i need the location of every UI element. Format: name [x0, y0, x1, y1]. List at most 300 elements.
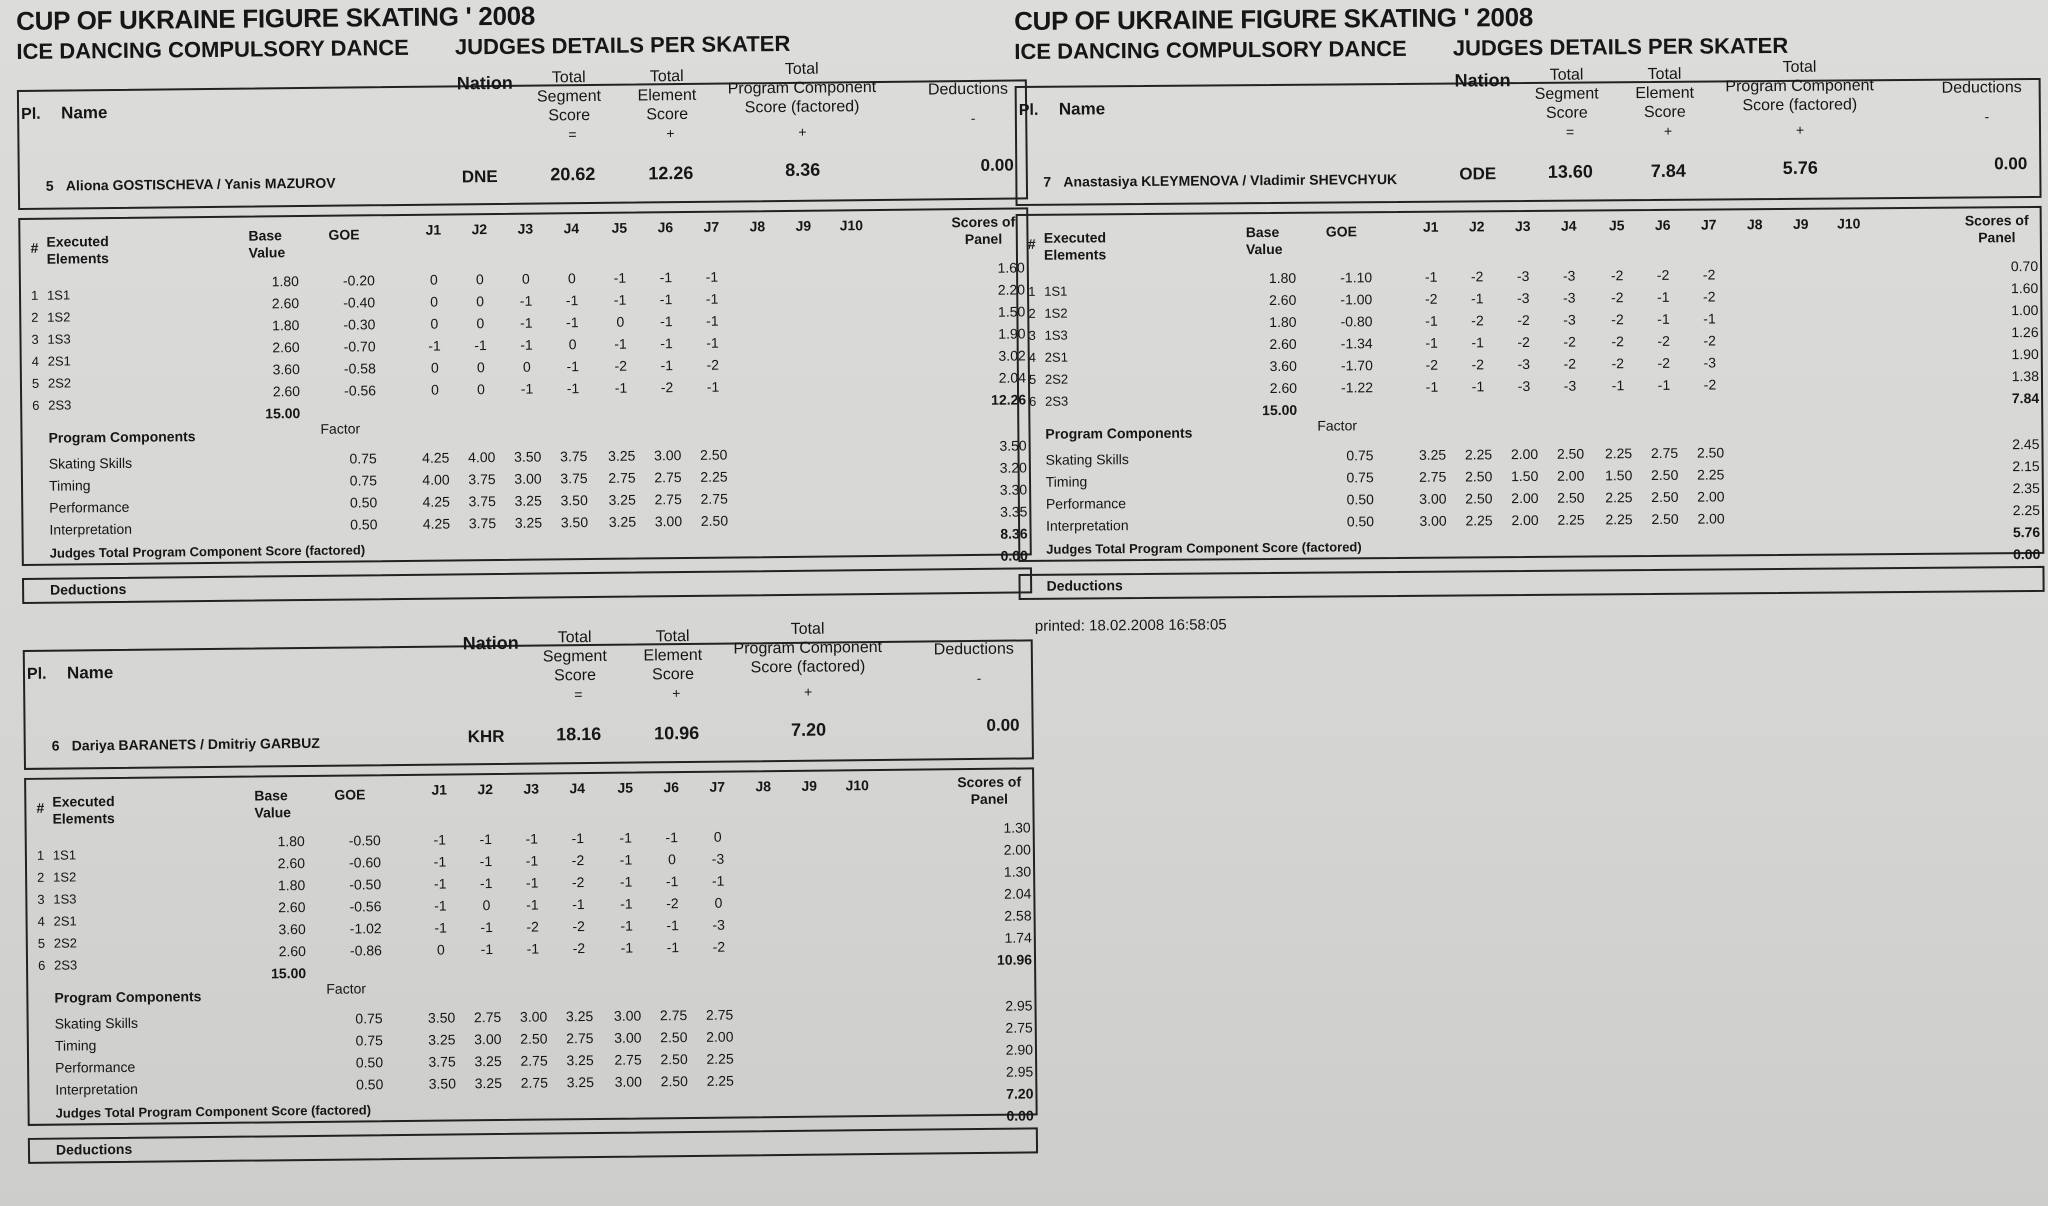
judge-component-mark: 2.50	[700, 446, 728, 463]
judge-component-mark: 3.50	[427, 1009, 456, 1026]
judge-goe-mark: -2	[1657, 332, 1670, 349]
base-value-label: Base Value	[248, 227, 286, 261]
judge-header-j5: J5	[611, 219, 628, 236]
element-panel-score: 1.50	[997, 303, 1026, 320]
judge-component-mark: 3.00	[654, 513, 683, 530]
judge-goe-mark: -3	[1516, 267, 1530, 285]
judge-goe-mark: -1	[666, 917, 679, 934]
element-goe: -1.34	[1340, 335, 1373, 352]
judge-goe-mark: -1	[1424, 268, 1438, 285]
judge-goe-mark: -2	[712, 938, 726, 955]
deductions-value: 0.00	[980, 155, 1014, 175]
total-element-score: 7.84	[1650, 160, 1686, 182]
judge-component-mark: 2.50	[660, 1029, 688, 1046]
page-title: CUP OF UKRAINE FIGURE SKATING ' 2008	[1014, 1, 1534, 36]
judge-goe-mark: -1	[619, 851, 633, 868]
element-panel-score: 2.58	[1004, 907, 1032, 924]
skater-name: Dariya BARANETS / Dmitriy GARBUZ	[71, 734, 320, 754]
hash-label: #	[36, 799, 45, 816]
judge-component-mark: 3.25	[474, 1052, 502, 1070]
judge-header-j9: J9	[801, 777, 818, 794]
element-number: 3	[31, 331, 39, 347]
pl-label: Pl.	[26, 665, 47, 683]
judge-goe-mark: -3	[1517, 377, 1531, 395]
element-panel-score: 1.38	[2011, 367, 2040, 385]
judge-goe-mark: -2	[1517, 311, 1530, 329]
judges-total-pcs-label: Judges Total Program Component Score (factored)	[55, 1102, 372, 1121]
base-value-total: 15.00	[265, 405, 301, 422]
program-components-label: Program Components	[54, 988, 202, 1006]
judge-goe-mark: -2	[1425, 356, 1439, 373]
pcs-label: Total Program Component Score (factored)	[733, 620, 883, 677]
judge-goe-mark: 0	[522, 358, 531, 375]
judge-component-mark: 3.00	[614, 1073, 643, 1090]
judge-component-mark: 2.75	[1650, 444, 1679, 462]
judge-goe-mark: -1	[525, 874, 539, 891]
component-panel-score: 2.45	[2012, 435, 2040, 453]
judge-goe-mark: -1	[520, 336, 533, 353]
element-number: 3	[37, 891, 45, 907]
element-code: 1S3	[47, 331, 71, 347]
judge-component-mark: 2.50	[1557, 489, 1585, 506]
tss-label: Total Segment Score	[1534, 66, 1599, 122]
judge-component-mark: 2.00	[1697, 510, 1725, 527]
deductions-total: 0.00	[2013, 545, 2041, 563]
judge-component-mark: 3.25	[474, 1074, 503, 1092]
judge-goe-mark: 0	[436, 941, 445, 958]
hash-label: #	[1027, 235, 1036, 252]
skater-nation: DNE	[461, 166, 498, 187]
element-number: 4	[1028, 349, 1037, 365]
tes-total: 7.84	[2011, 389, 2040, 407]
judge-header-j4: J4	[563, 220, 580, 237]
judge-component-mark: 4.25	[422, 493, 450, 510]
judge-goe-mark: -1	[660, 357, 674, 374]
judge-goe-mark: -1	[434, 919, 447, 936]
pcs-total: 7.20	[1006, 1085, 1034, 1102]
element-base-value: 3.60	[1269, 357, 1297, 375]
component-panel-score: 2.15	[2012, 457, 2040, 475]
judge-goe-mark: 0	[477, 381, 486, 398]
judge-goe-mark: -1	[571, 830, 585, 847]
element-panel-score: 1.60	[997, 259, 1025, 276]
name-label: Name	[61, 103, 108, 123]
judge-component-mark: 3.25	[608, 491, 636, 508]
judge-component-mark: 2.25	[1464, 446, 1493, 463]
judge-header-j1: J1	[425, 221, 442, 238]
element-panel-score: 1.90	[2011, 345, 2039, 363]
judge-component-mark: 2.75	[608, 469, 636, 486]
element-code: 2S3	[48, 397, 72, 413]
judge-goe-mark: -1	[565, 292, 579, 309]
element-code: 2S2	[1044, 371, 1069, 387]
element-number: 1	[1028, 283, 1036, 299]
judge-component-mark: 2.50	[660, 1073, 689, 1090]
total-segment-score: 18.16	[556, 723, 602, 745]
ded-label: Deductions	[927, 80, 1009, 99]
component-name: Interpretation	[1046, 517, 1129, 534]
judge-component-mark: 3.00	[474, 1030, 502, 1048]
judge-goe-mark: 0	[667, 851, 676, 868]
judge-component-mark: 4.25	[422, 515, 451, 532]
nation-label: Nation	[1454, 70, 1511, 91]
pl-label: Pl.	[21, 105, 41, 123]
judge-goe-mark: 0	[568, 336, 577, 353]
judge-component-mark: 3.25	[566, 1074, 595, 1091]
component-panel-score: 2.25	[2012, 501, 2041, 519]
judge-component-mark: 2.50	[1556, 445, 1585, 462]
judge-goe-mark: -1	[1657, 376, 1671, 393]
judge-goe-mark: -1	[660, 335, 673, 352]
total-program-component-score: 8.36	[785, 159, 821, 180]
tss-label: Total Segment Score	[542, 629, 607, 685]
judge-component-mark: 3.25	[566, 1052, 594, 1069]
judge-component-mark: 3.75	[468, 493, 496, 510]
judge-header-j3: J3	[1514, 217, 1531, 235]
element-goe: -0.50	[348, 832, 381, 849]
judge-header-j9: J9	[1792, 215, 1809, 232]
eq-sign: =	[574, 686, 583, 703]
name-label: Name	[1058, 99, 1106, 119]
element-panel-score: 1.30	[1003, 819, 1031, 836]
element-panel-score: 3.02	[998, 347, 1026, 364]
judge-component-mark: 3.50	[560, 492, 588, 509]
judge-component-mark: 2.50	[1651, 488, 1679, 506]
judge-component-mark: 3.25	[1418, 446, 1447, 463]
name-label: Name	[66, 663, 114, 683]
judge-component-mark: 3.75	[560, 470, 588, 487]
judge-goe-mark: -2	[572, 940, 586, 957]
executed-elements-label: Executed Elements	[1043, 229, 1107, 263]
report-name: JUDGES DETAILS PER SKATER	[1452, 32, 1789, 61]
judge-component-mark: 3.75	[560, 448, 588, 465]
judge-goe-mark: -3	[1563, 311, 1576, 328]
judge-goe-mark: -2	[526, 918, 539, 935]
judge-component-mark: 2.50	[520, 1030, 548, 1047]
judge-goe-mark: -1	[520, 314, 533, 331]
judge-component-mark: 3.50	[428, 1075, 457, 1092]
judge-goe-mark: -2	[1656, 266, 1670, 283]
judge-component-mark: 3.25	[565, 1008, 594, 1025]
skater-block-6	[23, 620, 1038, 1170]
element-code: 1S2	[1044, 305, 1068, 321]
deductions-box	[22, 567, 1032, 604]
component-factor: 0.75	[349, 472, 378, 489]
judge-header-j5: J5	[617, 779, 634, 796]
judge-goe-mark: -2	[1611, 333, 1624, 350]
element-panel-score: 1.26	[2011, 323, 2039, 341]
judge-goe-mark: -1	[1425, 334, 1438, 351]
judge-goe-mark: 0	[476, 359, 485, 376]
left-page	[16, 0, 1034, 1158]
element-code: 2S3	[1045, 393, 1069, 409]
judge-goe-mark: -1	[614, 379, 628, 396]
judge-goe-mark: -1	[433, 831, 447, 848]
judge-goe-mark: -1	[566, 358, 580, 375]
judge-goe-mark: 0	[521, 270, 530, 287]
judge-component-mark: 3.50	[514, 448, 542, 465]
judge-goe-mark: 0	[476, 315, 485, 332]
element-panel-score: 1.74	[1004, 929, 1032, 946]
judge-goe-mark: -2	[1657, 354, 1671, 371]
judge-component-mark: 2.25	[706, 1072, 735, 1089]
judge-goe-mark: -2	[1611, 289, 1624, 306]
element-number: 5	[31, 375, 40, 391]
skater-nation: ODE	[1459, 164, 1497, 184]
judge-header-j2: J2	[471, 221, 488, 238]
judge-header-j7: J7	[703, 218, 720, 235]
judge-goe-mark: -1	[659, 291, 673, 308]
element-panel-score: 1.60	[2010, 279, 2039, 297]
skater-block-5	[17, 60, 1032, 600]
judge-component-mark: 3.00	[614, 1029, 642, 1046]
judge-goe-mark: -3	[1517, 289, 1530, 307]
judge-goe-mark: -2	[1563, 333, 1576, 350]
element-panel-score: 2.00	[1003, 841, 1031, 858]
judge-goe-mark: -2	[1471, 312, 1484, 329]
hash-label: #	[30, 239, 39, 256]
element-code: 2S2	[53, 935, 78, 951]
judge-goe-mark: -2	[1703, 376, 1717, 393]
judge-header-j6: J6	[1654, 216, 1671, 233]
plus-sign: +	[672, 685, 681, 702]
factor-label: Factor	[1317, 417, 1358, 434]
judge-component-mark: 2.75	[659, 1007, 688, 1024]
judge-component-mark: 1.50	[1605, 467, 1633, 484]
skater-name: Anastasiya KLEYMENOVA / Vladimir SHEVCHYUK	[1063, 170, 1398, 190]
judge-goe-mark: -1	[525, 830, 539, 847]
judge-component-mark: 2.50	[1465, 490, 1493, 507]
judge-goe-mark: -1	[706, 312, 719, 329]
base-value-label: Base Value	[1245, 223, 1283, 258]
component-name: Interpretation	[55, 1080, 138, 1098]
judge-component-mark: 3.25	[608, 513, 637, 530]
judge-component-mark: 2.75	[700, 490, 728, 507]
judge-goe-mark: -1	[428, 337, 441, 354]
element-number: 6	[32, 397, 40, 413]
base-value-total: 15.00	[271, 965, 307, 982]
total-segment-score: 13.60	[1547, 161, 1593, 182]
deductions-row-label: Deductions	[55, 1140, 133, 1158]
component-panel-score: 2.95	[1005, 997, 1033, 1014]
judge-component-mark: 3.00	[1419, 512, 1447, 529]
deductions-total: 0.00	[1006, 1107, 1034, 1124]
component-factor: 0.50	[355, 1076, 384, 1093]
judge-goe-mark: -1	[1657, 288, 1670, 305]
judge-header-j1: J1	[431, 781, 448, 798]
judge-header-j9: J9	[795, 217, 812, 234]
judge-goe-mark: -1	[526, 940, 540, 957]
element-goe: -0.70	[343, 338, 376, 355]
judge-goe-mark: -3	[1562, 267, 1576, 284]
judge-goe-mark: -1	[526, 896, 539, 913]
judge-component-mark: 2.75	[566, 1030, 594, 1047]
judge-component-mark: 1.50	[1511, 467, 1539, 485]
skater-place: 6	[51, 737, 60, 754]
judge-component-mark: 3.75	[428, 1053, 456, 1070]
judge-goe-mark: -1	[566, 314, 579, 331]
deductions-row-label: Deductions	[1046, 577, 1123, 594]
judge-component-mark: 3.00	[654, 447, 682, 464]
judge-component-mark: 2.00	[1511, 511, 1539, 529]
judge-goe-mark: -1	[479, 831, 493, 848]
element-base-value: 2.60	[272, 339, 300, 356]
element-code: 1S1	[46, 287, 71, 303]
deductions-value: 0.00	[1994, 154, 2028, 174]
program-components-label: Program Components	[1045, 424, 1193, 442]
minus-sign: -	[970, 109, 976, 127]
judge-component-mark: 2.25	[1465, 512, 1493, 529]
judge-goe-mark: 0	[475, 271, 484, 288]
judge-goe-mark: -2	[1470, 268, 1484, 285]
judge-component-mark: 2.25	[706, 1050, 734, 1067]
executed-elements-label: Executed Elements	[46, 233, 109, 267]
judge-header-j6: J6	[663, 779, 680, 796]
judge-goe-mark: -2	[660, 379, 674, 396]
component-panel-score: 3.50	[999, 437, 1027, 454]
judge-goe-mark: 0	[616, 313, 625, 330]
element-code: 2S1	[53, 913, 77, 929]
judge-goe-mark: 0	[713, 828, 722, 845]
element-base-value: 2.60	[1269, 379, 1298, 397]
judges-total-pcs-label: Judges Total Program Component Score (factored)	[49, 542, 366, 561]
judge-header-j7: J7	[1700, 216, 1717, 233]
judge-goe-mark: -1	[480, 919, 493, 936]
judge-goe-mark: -1	[572, 896, 585, 913]
judge-component-mark: 2.50	[1465, 468, 1493, 485]
judge-goe-mark: -1	[620, 895, 633, 912]
skater-block-7	[1015, 58, 2045, 596]
component-name: Timing	[1045, 473, 1088, 490]
judge-component-mark: 2.50	[1696, 444, 1725, 461]
element-number: 2	[1028, 305, 1036, 321]
judge-goe-mark: -1	[479, 875, 493, 892]
plus-sign: +	[798, 123, 807, 140]
element-code: 2S1	[1044, 349, 1068, 365]
judge-header-j5: J5	[1608, 217, 1625, 234]
judge-component-mark: 2.25	[700, 468, 728, 485]
element-panel-score: 2.04	[1004, 885, 1032, 902]
element-code: 1S2	[47, 309, 71, 325]
minus-sign: -	[1984, 108, 1990, 125]
judge-component-mark: 2.75	[1419, 468, 1447, 485]
element-base-value: 1.80	[271, 273, 299, 290]
component-panel-score: 2.75	[1005, 1019, 1033, 1036]
judge-goe-mark: 0	[431, 381, 440, 398]
skater-nation: KHR	[467, 726, 505, 747]
judge-goe-mark: -3	[711, 850, 725, 867]
judge-goe-mark: -2	[614, 357, 628, 374]
judge-component-mark: 2.00	[1697, 488, 1725, 505]
element-goe: -1.02	[349, 920, 382, 937]
base-value-total: 15.00	[1262, 401, 1298, 419]
deductions-box	[1018, 566, 2044, 600]
component-panel-score: 3.20	[999, 459, 1027, 476]
judge-component-mark: 2.25	[1605, 489, 1633, 506]
total-program-component-score: 7.20	[790, 719, 827, 740]
deductions-row-label: Deductions	[50, 580, 127, 598]
ded-label: Deductions	[933, 640, 1014, 659]
element-goe: -0.20	[342, 272, 375, 289]
judge-goe-mark: -1	[705, 290, 719, 307]
nation-label: Nation	[456, 72, 513, 94]
judge-component-mark: 3.00	[514, 470, 542, 487]
judge-goe-mark: -1	[519, 292, 533, 309]
ded-label: Deductions	[1941, 79, 2022, 97]
total-element-score: 10.96	[654, 722, 700, 744]
component-panel-score: 2.90	[1005, 1041, 1034, 1058]
judge-component-mark: 2.25	[1605, 511, 1633, 528]
element-base-value: 2.60	[278, 943, 306, 960]
judge-goe-mark: 0	[482, 897, 491, 914]
judge-goe-mark: -1	[665, 873, 679, 890]
element-base-value: 2.60	[277, 855, 306, 872]
component-name: Timing	[54, 1037, 97, 1054]
report-name: JUDGES DETAILS PER SKATER	[454, 30, 791, 60]
component-factor: 0.50	[350, 516, 378, 533]
judges-total-pcs-label: Judges Total Program Component Score (factored)	[1046, 539, 1362, 557]
judge-goe-mark: -2	[1517, 333, 1530, 351]
total-segment-score: 20.62	[550, 163, 596, 185]
judge-goe-mark: 0	[430, 359, 439, 376]
goe-label: GOE	[334, 786, 366, 803]
element-base-value: 2.60	[271, 295, 300, 312]
judge-goe-mark: -1	[479, 853, 493, 870]
element-base-value: 1.80	[272, 317, 300, 334]
judge-component-mark: 4.00	[468, 449, 496, 466]
element-goe: -0.30	[343, 316, 376, 333]
judge-goe-mark: -1	[706, 334, 719, 351]
judge-goe-mark: -1	[620, 917, 633, 934]
judge-goe-mark: -2	[1702, 266, 1716, 283]
deductions-total: 0.00	[1000, 547, 1028, 564]
judge-goe-mark: -1	[706, 378, 720, 395]
judge-goe-mark: -2	[1703, 288, 1716, 305]
tes-label: Total Element Score	[643, 627, 703, 684]
element-number: 1	[30, 287, 39, 303]
judge-goe-mark: -3	[712, 916, 725, 933]
judge-goe-mark: -1	[525, 852, 539, 869]
component-factor: 0.75	[349, 450, 377, 467]
judge-component-mark: 3.25	[514, 514, 543, 531]
judge-goe-mark: -1	[614, 335, 627, 352]
judge-component-mark: 2.50	[1651, 510, 1679, 528]
component-name: Performance	[1045, 495, 1127, 512]
element-number: 5	[37, 935, 46, 951]
executed-elements-label: Executed Elements	[52, 793, 115, 827]
element-base-value: 1.80	[277, 877, 306, 894]
judge-component-mark: 2.50	[660, 1051, 688, 1068]
component-name: Interpretation	[49, 520, 133, 538]
tes-total: 10.96	[996, 951, 1033, 968]
element-goe: -1.10	[1340, 269, 1373, 286]
judge-goe-mark: -1	[1471, 334, 1484, 351]
judge-component-mark: 2.00	[1510, 445, 1539, 463]
element-base-value: 3.60	[278, 921, 306, 938]
element-code: 2S2	[47, 375, 72, 391]
judge-goe-mark: -1	[619, 873, 633, 890]
element-number: 2	[31, 309, 39, 325]
goe-label: GOE	[1325, 223, 1357, 240]
judge-header-j2: J2	[1468, 218, 1485, 235]
element-number: 3	[1028, 327, 1036, 343]
judge-goe-mark: -1	[520, 380, 534, 397]
element-number: 1	[36, 847, 45, 863]
judge-header-j6: J6	[657, 219, 674, 236]
judge-goe-mark: -2	[1471, 356, 1485, 373]
element-panel-score: 1.30	[1003, 863, 1032, 880]
judge-header-j10: J10	[1836, 215, 1861, 232]
